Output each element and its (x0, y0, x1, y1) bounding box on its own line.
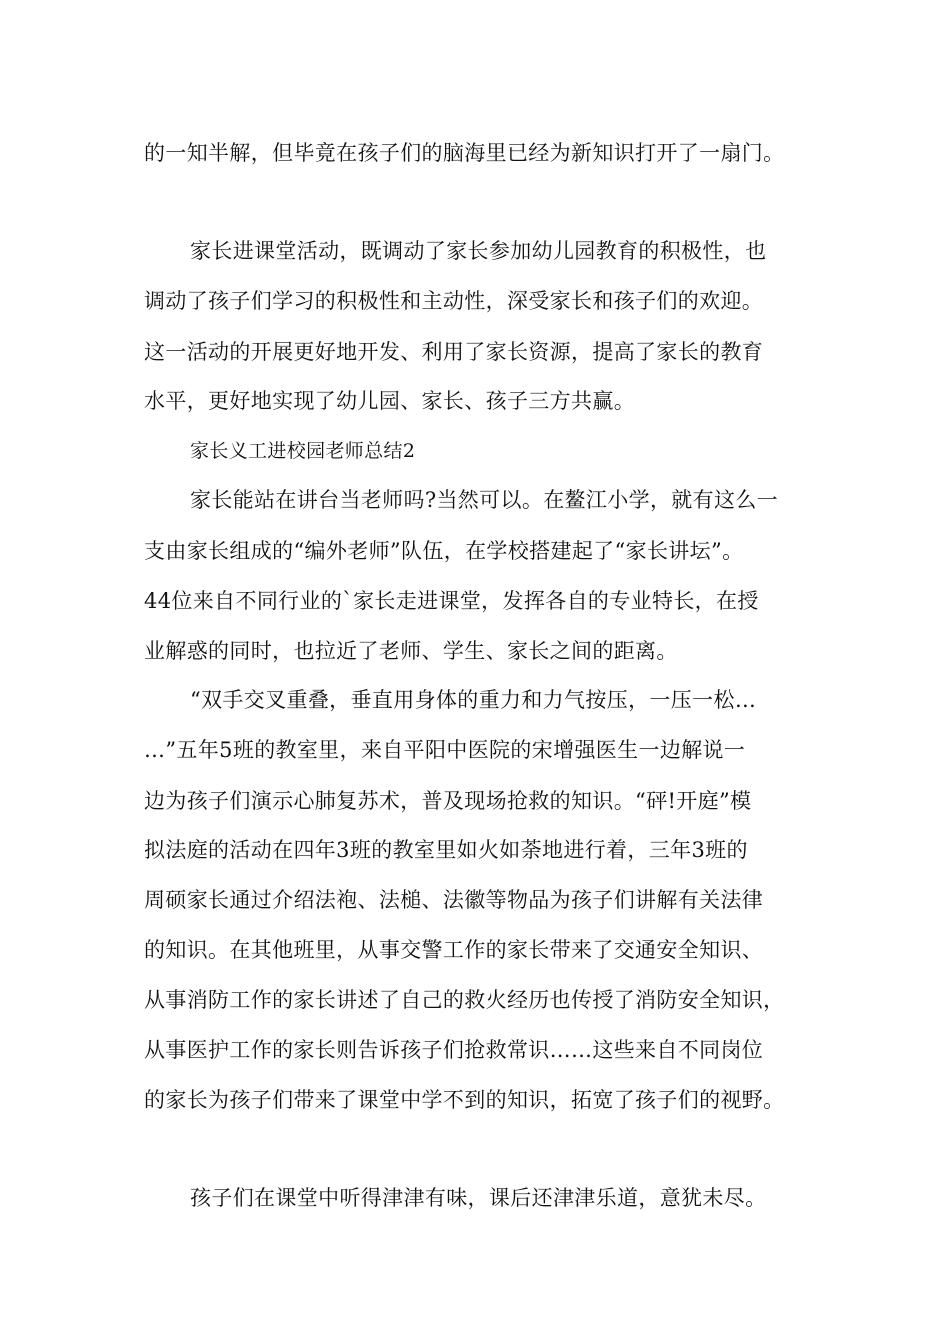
paragraph-line: 周硕家长通过介绍法袍、法槌、法徽等物品为孩子们讲解有关法律 (144, 888, 764, 912)
paragraph-line: 业解惑的同时，也拉近了老师、学生、家长之间的距离。 (144, 639, 678, 663)
paragraph-line: …”五年5班的教室里，来自平阳中医院的宋增强医生一边解说一 (144, 738, 746, 762)
paragraph-line: 这一活动的开展更好地开发、利用了家长资源，提高了家长的教育 (144, 340, 764, 364)
paragraph-line: 调动了孩子们学习的积极性和主动性，深受家长和孩子们的欢迎。 (144, 289, 764, 313)
paragraph-line: 的家长为孩子们带来了课堂中学不到的知识，拓宽了孩子们的视野。 (144, 1088, 785, 1112)
paragraph-line: 从事医护工作的家长则告诉孩子们抢救常识……这些来自不同岗位 (144, 1038, 764, 1062)
paragraph-line: 从事消防工作的家长讲述了自己的救火经历也传授了消防安全知识， (144, 988, 785, 1012)
paragraph-line: 的知识。在其他班里，从事交警工作的家长带来了交通安全知识、 (144, 938, 764, 962)
section-heading: 家长义工进校园老师总结2 (190, 440, 416, 462)
paragraph-line: 拟法庭的活动在四年3班的教室里如火如荼地进行着，三年3班的 (144, 838, 748, 862)
paragraph-line: “双手交叉重叠，垂直用身体的重力和力气按压，一压一松… (190, 688, 757, 712)
paragraph-line: 的一知半解，但毕竟在孩子们的脑海里已经为新知识打开了一扇门。 (144, 141, 785, 165)
paragraph-line: 家长进课堂活动，既调动了家长参加幼儿园教育的积极性，也 (190, 239, 767, 263)
paragraph-line: 孩子们在课堂中听得津津有味，课后还津津乐道，意犹未尽。 (190, 1186, 767, 1210)
paragraph-line: 44位来自不同行业的`家长走进课堂，发挥各自的专业特长，在授 (144, 589, 759, 613)
paragraph-line: 支由家长组成的“编外老师”队伍，在学校搭建起了“家长讲坛”。 (144, 539, 744, 563)
paragraph-line: 水平，更好地实现了幼儿园、家长、孩子三方共赢。 (144, 389, 636, 413)
paragraph-line: 家长能站在讲台当老师吗?当然可以。在鳌江小学，就有这么一 (190, 488, 779, 512)
paragraph-line: 边为孩子们演示心肺复苏术，普及现场抢救的知识。“砰!开庭”模 (144, 789, 752, 813)
